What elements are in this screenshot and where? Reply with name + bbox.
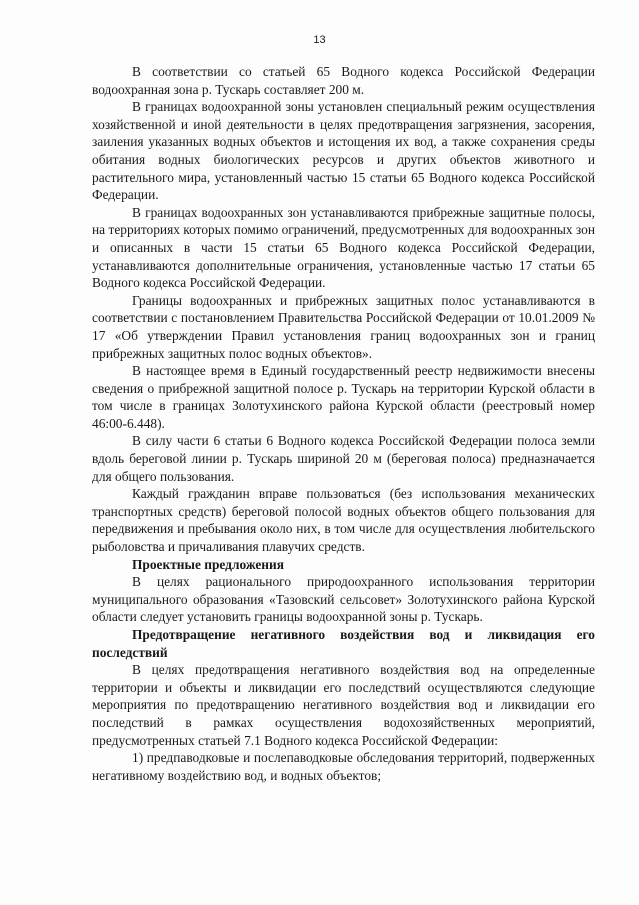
- document-body: [92, 63, 595, 784]
- paragraph-registry: В настоящее время в Единый государственный реестр недвижимости внесены сведения о прибрежной защитной полосе р. Тускарь на территории Курской области в том числе в границах Золотухинского района Курской области (реестровый номер 46:00-6.448).: [92, 363, 595, 431]
- paragraph-public-use: Каждый гражданин вправе пользоваться (без использования механических транспортных средств) береговой полосой водных объектов общего пользования для передвижения и пребывания около них, в том числе для осуществления любительского рыболовства и причаливания плавучих средств.: [92, 486, 595, 555]
- heading-proposals: Проектные предложения: [132, 556, 284, 572]
- list-item-inspections: 1) предпаводковые и послепаводковые обследования территорий, подверженных негативному воздействию вод, и водных объектов;: [92, 750, 595, 783]
- heading-prevention: Предотвращение негативного воздействия вод и ликвидация его последствий: [92, 627, 595, 660]
- paragraph-boundaries: Границы водоохранных и прибрежных защитных полос устанавливаются в соответствии с постановлением Правительства Российской Федерации от 10.01.2009 № 17 «Об утверждении Правил установления границ водоохранных зон и границ прибрежных защитных полос водных объектов».: [92, 292, 595, 361]
- paragraph-special-regime: В границах водоохранной зоны установлен специальный режим осуществления хозяйственной и иной деятельности в целях предотвращения загрязнения, засорения, заиления указанных водных объектов и истощения их вод, а также сохранения среды обитания водных биологических ресурсов и других объектов животного и растительного мира, установленный частью 15 статьи 65 Водного кодекса Российской Федерации.: [92, 99, 595, 203]
- paragraph-proposals: В целях рационального природоохранного использования территории муниципального образования «Тазовский сельсовет» Золотухинского района Курской области следует установить границы водоохранной зоны р. Тускарь.: [92, 574, 595, 625]
- paragraph-prevention: В целях предотвращения негативного воздействия вод на определенные территории и объекты и ликвидации его последствий осуществляются следующие мероприятия по предотвращению негативного воздействия вод и ликвидации его последствий в рамках осуществления водохозяйственных мероприятий, предусмотренных статьей 7.1 Водного кодекса Российской Федерации:: [92, 662, 595, 748]
- paragraph-coastal-strips: В границах водоохранных зон устанавливаются прибрежные защитные полосы, на территориях которых помимо ограничений, предусмотренных для водоохранных зон и описанных в части 15 статьи 65 Водного кодекса Российской Федерации, устанавливаются дополнительные ограничения, установленные частью 17 статьи 65 Водного кодекса Российской Федерации.: [92, 204, 595, 291]
- paragraph-shore-strip: В силу части 6 статьи 6 Водного кодекса Российской Федерации полоса земли вдоль береговой линии р. Тускарь шириной 20 м (береговая полоса) предназначается для общего пользования.: [92, 433, 595, 484]
- page-number: 13: [313, 34, 326, 46]
- paragraph-water-protection-zone: В соответствии со статьей 65 Водного кодекса Российской Федерации водоохранная зона р. Тускарь составляет 200 м.: [92, 64, 595, 97]
